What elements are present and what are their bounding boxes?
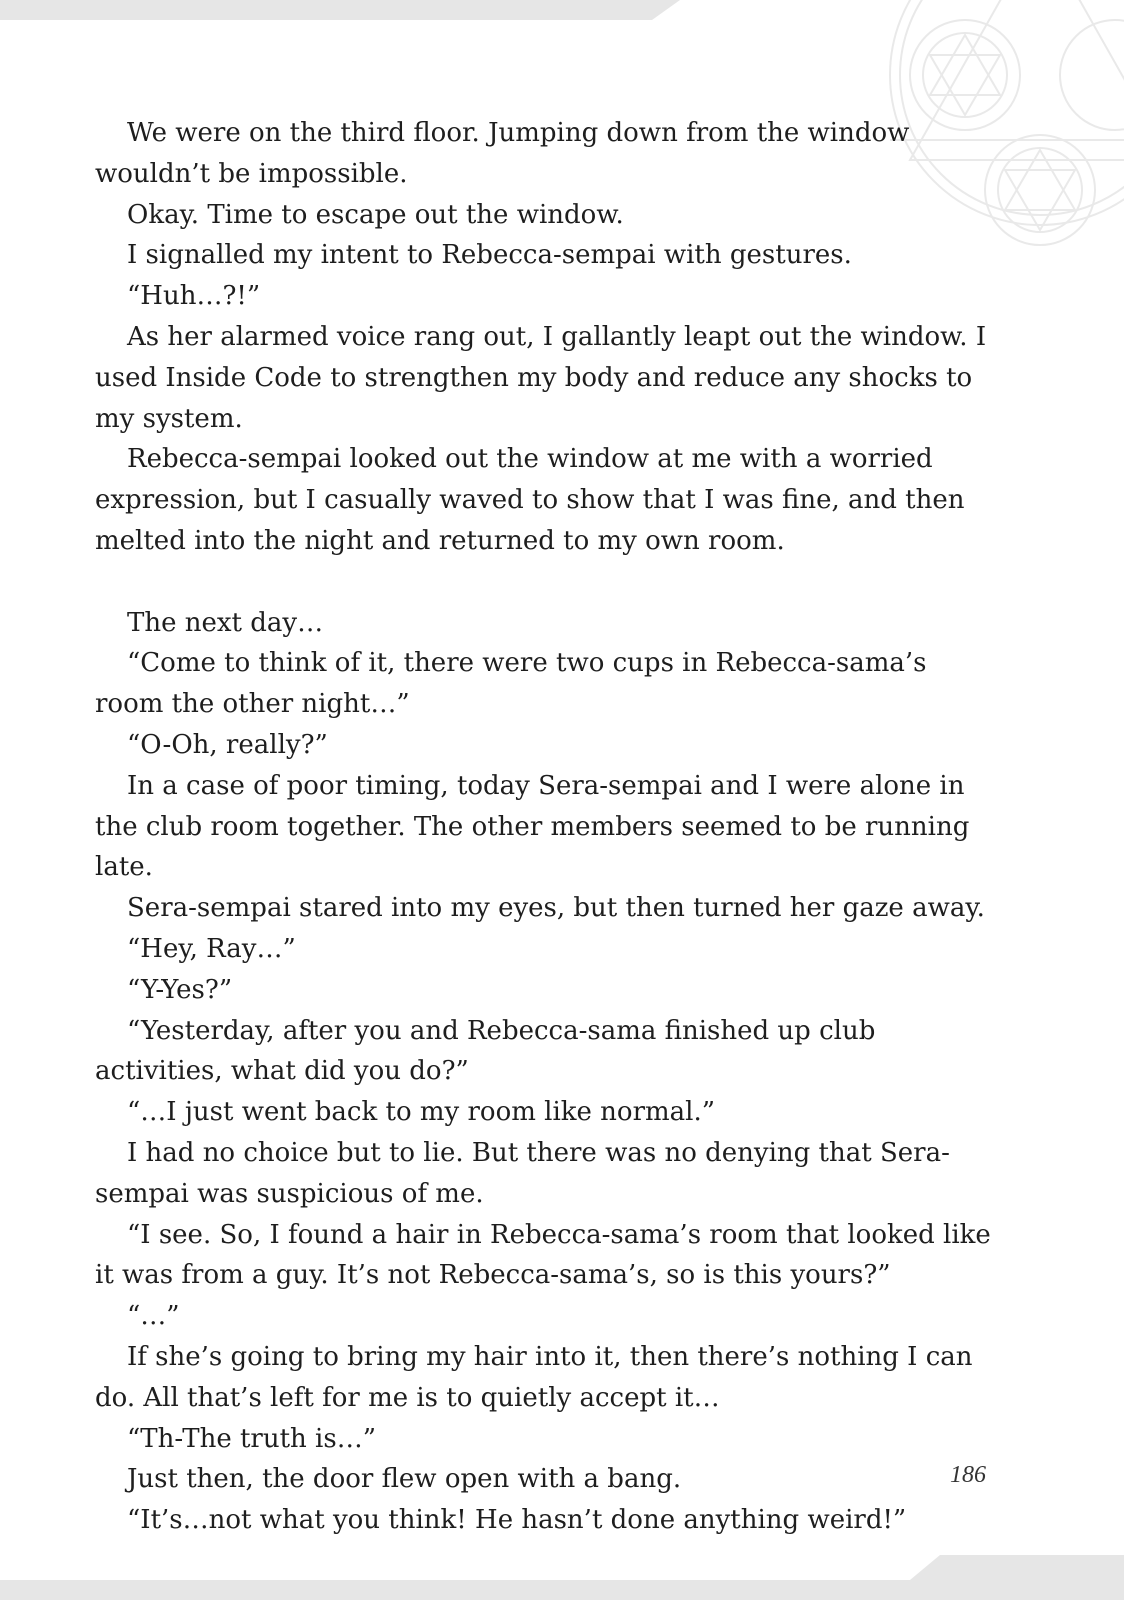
paragraph: “Yesterday, after you and Rebecca-sama finished up club activities, what did you do?” — [95, 1015, 876, 1087]
bottom-decorative-band — [0, 1555, 1124, 1600]
paragraph: “Come to think of it, there were two cups in Rebecca-sama’s room the other night…” — [95, 648, 927, 720]
paragraph: Just then, the door flew open with a bang. — [127, 1464, 682, 1495]
paragraph: Rebecca-sempai looked out the window at me with a worried expression, but I casually waved to show that I was fine, and then melted into the night and returned to my own room. — [95, 444, 965, 556]
paragraph: The next day… — [127, 607, 324, 638]
body-text — [95, 113, 995, 1541]
paragraph: Okay. Time to escape out the window. — [127, 199, 624, 230]
paragraph: In a case of poor timing, today Sera-sempai and I were alone in the club room together. The other members seemed to be running late. — [95, 770, 970, 883]
paragraph: “It’s…not what you think! He hasn’t done anything weird!” — [127, 1505, 907, 1536]
paragraph: I had no choice but to lie. But there was no denying that Sera-sempai was suspicious of me. — [95, 1137, 950, 1209]
paragraph: “Y-Yes?” — [127, 974, 233, 1005]
paragraph: “Th-The truth is…” — [127, 1423, 377, 1454]
paragraph: If she’s going to bring my hair into it, then there’s nothing I can do. All that’s left for me is to quietly accept it… — [95, 1341, 973, 1413]
paragraph: “Huh…?!” — [127, 281, 261, 312]
scene-break — [95, 562, 995, 603]
paragraph: I signalled my intent to Rebecca-sempai with gestures. — [127, 240, 852, 271]
paragraph: We were on the third floor. Jumping down from the window wouldn’t be impossible. — [95, 118, 910, 189]
paragraph: “O-Oh, really?” — [127, 729, 328, 760]
page-number: 186 — [950, 1462, 986, 1488]
paragraph: “Hey, Ray…” — [127, 933, 296, 964]
paragraph: “I see. So, I found a hair in Rebecca-sama’s room that looked like it was from a guy. It’s not Rebecca-sama’s, so is this yours?” — [95, 1219, 991, 1291]
paragraph: “…” — [127, 1301, 180, 1332]
paragraph: Sera-sempai stared into my eyes, but then turned her gaze away. — [127, 893, 985, 924]
paragraph: As her alarmed voice rang out, I gallantly leapt out the window. I used Inside Code to strengthen my body and reduce any shocks to my system. — [95, 321, 987, 434]
paragraph: “…I just went back to my room like normal.” — [127, 1097, 716, 1128]
